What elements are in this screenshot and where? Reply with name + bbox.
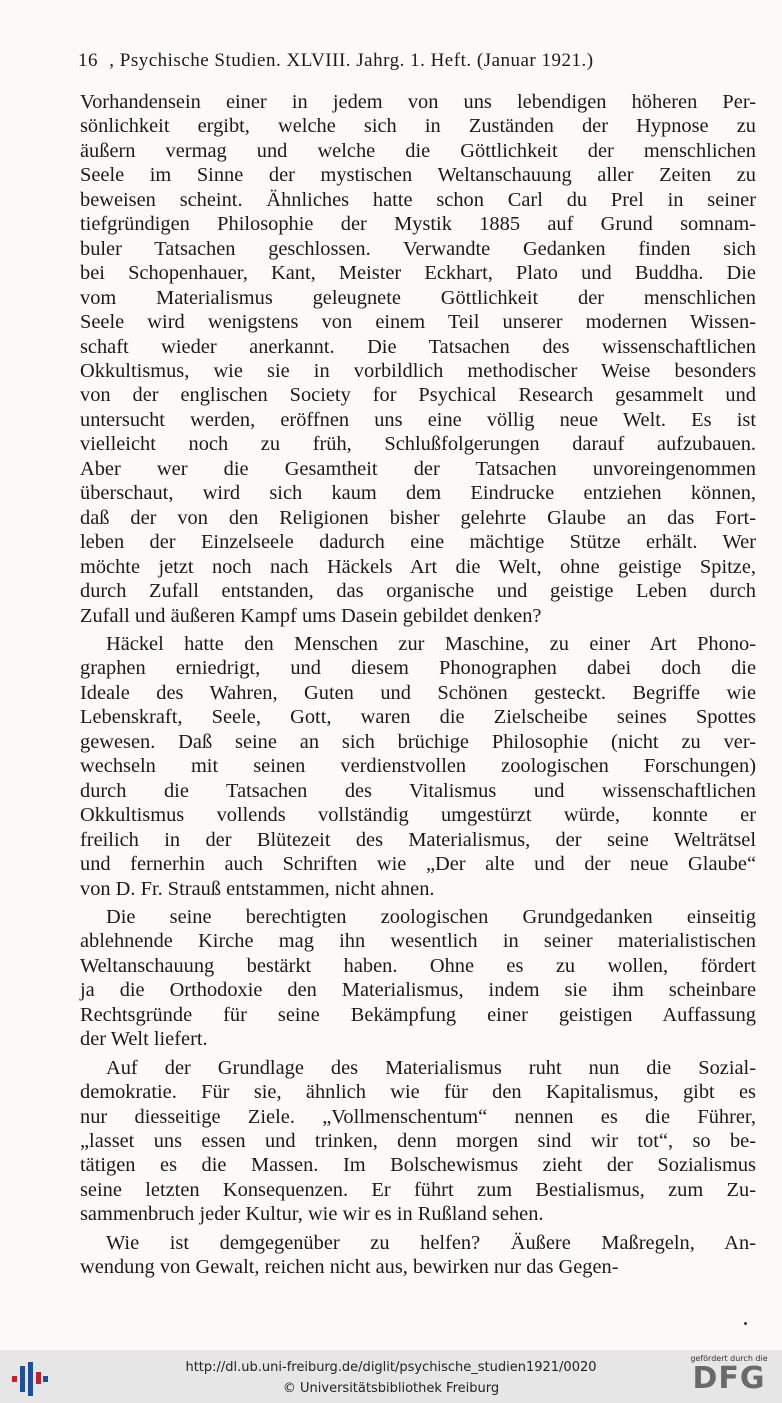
funder-note: gefördert durch die <box>690 1354 768 1363</box>
text-line: Aber wer die Gesamtheit der Tatsachen unvoreingenommen <box>80 457 756 480</box>
body-text <box>80 90 756 1280</box>
page-number: 16 <box>78 50 98 71</box>
text-line: buler Tatsachen geschlossen. Verwandte Gedanken finden sich <box>80 237 756 260</box>
text-line: von D. Fr. Strauß entstammen, nicht ahnen. <box>80 877 435 900</box>
text-line: Rechtsgründe für seine Bekämpfung einer geistigen Auffassung <box>80 1003 756 1026</box>
text-line: sammenbruch jeder Kultur, wie wir es in Rußland sehen. <box>80 1203 544 1226</box>
text-line: untersucht werden, eröffnen uns eine völlig neue Welt. Es ist <box>80 408 756 431</box>
speck-mark <box>744 1322 747 1325</box>
text-line: gewesen. Daß seine an sich brüchige Philosophie (nicht zu ver- <box>80 730 756 753</box>
text-line: der Welt liefert. <box>80 1028 208 1051</box>
text-line: Okkultismus vollends vollständig umgestürzt würde, konnte er <box>80 804 756 827</box>
text-line: wendung von Gewalt, reichen nicht aus, bewirken nur das Gegen- <box>80 1256 619 1279</box>
text-line: schaft wieder anerkannt. Die Tatsachen des wissenschaftlichen <box>80 335 756 358</box>
text-line: von der englischen Society for Psychical Research gesammelt und <box>80 384 756 407</box>
text-line: demokratie. Für sie, ähnlich wie für den Kapitalismus, gibt es <box>80 1081 756 1104</box>
text-line: graphen erniedrigt, und diesem Phonographen dabei doch die <box>80 657 756 680</box>
running-head <box>78 50 718 72</box>
text-line: nur diesseitige Ziele. „Vollmenschentum“ nennen es die Führer, <box>80 1105 756 1128</box>
paragraph <box>80 905 756 1052</box>
text-line: Vorhandensein einer in jedem von uns lebendigen höheren Per- <box>80 91 756 113</box>
text-line: Auf der Grundlage des Materialismus ruht nun die Sozial- <box>106 1056 756 1079</box>
text-line: freilich in der Blütezeit des Materialismus, der seine Welträtsel <box>80 828 756 851</box>
paragraph <box>80 1231 756 1280</box>
text-line: Lebenskraft, Seele, Gott, waren die Zielscheibe seines Spottes <box>80 706 756 729</box>
text-line: beweisen scheint. Ähnliches hatte schon Carl du Prel in seiner <box>80 188 756 211</box>
text-line: Okkultismus, wie sie in vorbildlich methodischer Weise besonders <box>80 359 756 382</box>
text-line: Zufall und äußeren Kampf ums Dasein gebildet denken? <box>80 604 542 627</box>
text-line: überschaut, wird sich kaum dem Eindrucke entziehen können, <box>80 482 756 505</box>
copyright-notice: © Universitätsbibliothek Freiburg <box>282 1381 500 1396</box>
source-url[interactable]: http://dl.ub.uni-freiburg.de/diglit/psychische_studien1921/0020 <box>185 1360 597 1375</box>
text-line: seine letzten Konsequenzen. Er führt zum Bestialismus, zum Zu- <box>80 1178 756 1201</box>
text-line: vielleicht noch zu früh, Schlußfolgerungen darauf aufzubauen. <box>80 433 756 456</box>
text-line: tiefgründigen Philosophie der Mystik 1885 auf Grund somnam- <box>80 213 756 236</box>
text-line: und fernerhin auch Schriften wie „Der alte und der neue Glaube“ <box>80 853 756 876</box>
text-line: wechseln mit seinen verdienstvollen zoologischen Forschungen) <box>80 755 756 778</box>
paragraph <box>80 1056 756 1227</box>
paragraph <box>80 90 756 628</box>
text-line: Häckel hatte den Menschen zur Maschine, zu einer Art Phono- <box>106 632 756 655</box>
text-line: durch die Tatsachen des Vitalismus und wissenschaftlichen <box>80 779 756 802</box>
text-line: durch Zufall entstanden, das organische und geistige Leben durch <box>80 580 756 603</box>
text-line: ja die Orthodoxie den Materialismus, indem sie ihm scheinbare <box>80 979 756 1002</box>
footer-bar <box>0 1350 782 1403</box>
text-line: bei Schopenhauer, Kant, Meister Eckhart, Plato und Buddha. Die <box>80 262 756 285</box>
running-title: , Psychische Studien. XLVIII. Jahrg. 1. Heft. (Januar 1921.) <box>109 50 594 71</box>
text-line: Ideale des Wahren, Guten und Schönen gesteckt. Begriffe wie <box>80 681 756 704</box>
dfg-logo-text: DFG <box>692 1361 766 1396</box>
text-line: tätigen es die Massen. Im Bolschewismus zieht der Sozialismus <box>80 1154 756 1177</box>
text-line: ablehnende Kirche mag ihn wesentlich in seiner materialistischen <box>80 930 756 953</box>
paragraph <box>80 632 756 901</box>
dfg-logo <box>686 1354 772 1400</box>
text-line: Die seine berechtigten zoologischen Grundgedanken einseitig <box>106 905 756 928</box>
text-line: daß der von den Religionen bisher gelehrte Glaube an das Fort- <box>80 506 756 529</box>
text-line: leben der Einzelseele dadurch eine mächtige Stütze erhält. Wer <box>80 531 756 554</box>
text-line: Weltanschauung bestärkt haben. Ohne es zu wollen, fördert <box>80 954 756 977</box>
text-line: sönlichkeit ergibt, welche sich in Zuständen der Hypnose zu <box>80 115 756 138</box>
text-line: Wie ist demgegenüber zu helfen? Äußere Maßregeln, An- <box>106 1231 756 1254</box>
text-line: äußern vermag und welche die Göttlichkeit der menschlichen <box>80 139 756 162</box>
text-line: Seele wird wenigstens von einem Teil unserer modernen Wissen- <box>80 311 756 334</box>
text-line: möchte jetzt noch nach Häckels Art die Welt, ohne geistige Spitze, <box>80 555 756 578</box>
text-line: vom Materialismus geleugnete Göttlichkeit der menschlichen <box>80 286 756 309</box>
text-line: „lasset uns essen und trinken, denn morgen sind wir tot“, so be- <box>80 1130 756 1153</box>
text-line: Seele im Sinne der mystischen Weltanschauung aller Zeiten zu <box>80 164 756 187</box>
